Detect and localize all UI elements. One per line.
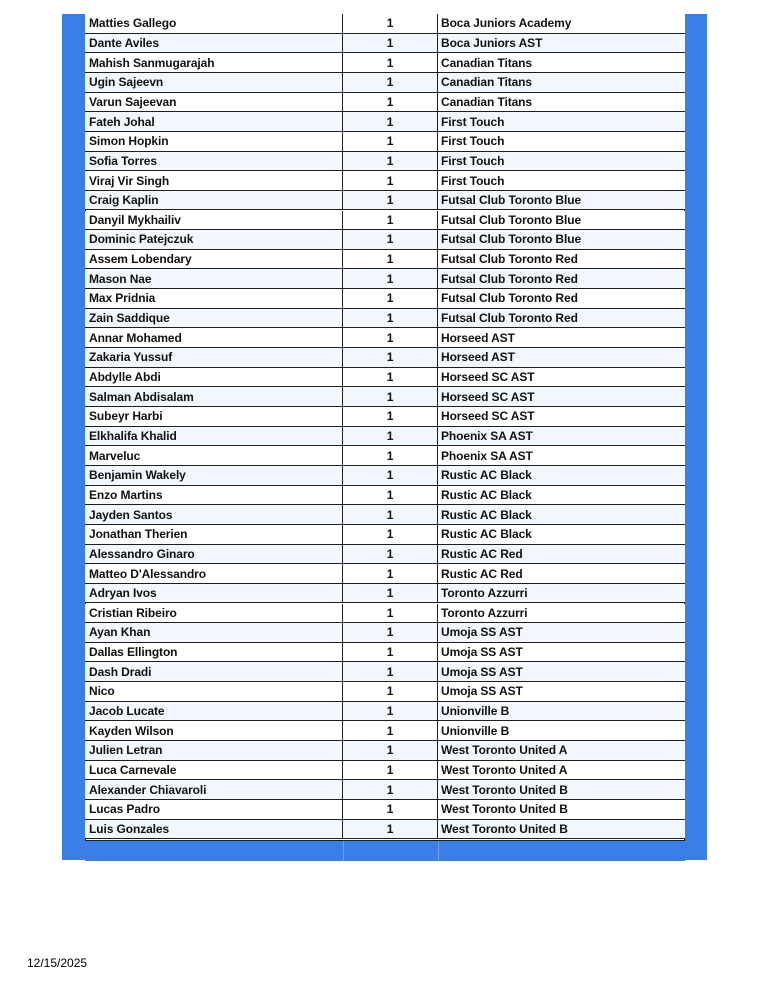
count-cell: 1 xyxy=(343,53,438,72)
count-cell: 1 xyxy=(343,584,438,603)
print-date: 12/15/2025 xyxy=(27,956,88,970)
player-name-cell: Marveluc xyxy=(85,446,343,465)
table-row xyxy=(85,93,685,113)
count-cell: 1 xyxy=(343,34,438,53)
column-divider xyxy=(438,841,439,861)
table-row xyxy=(85,761,685,781)
count-cell: 1 xyxy=(343,486,438,505)
player-name-cell: Dallas Ellington xyxy=(85,643,343,662)
table-row xyxy=(85,604,685,624)
team-cell: Toronto Azzurri xyxy=(441,586,528,601)
player-name-cell: Matteo D'Alessandro xyxy=(85,564,343,583)
table-row xyxy=(85,211,685,231)
team-cell: Canadian Titans xyxy=(441,75,532,90)
player-name-cell: Viraj Vir Singh xyxy=(85,171,343,190)
team-cell: Canadian Titans xyxy=(441,94,532,109)
team-cell: First Touch xyxy=(441,153,505,168)
player-name-cell: Salman Abdisalam xyxy=(85,387,343,406)
player-name-cell: Alessandro Ginaro xyxy=(85,545,343,564)
table-row xyxy=(85,682,685,702)
team-cell: Umoja SS AST xyxy=(441,645,523,660)
team-cell: Toronto Azzurri xyxy=(441,605,528,620)
count-cell: 1 xyxy=(343,289,438,308)
table-row xyxy=(85,446,685,466)
count-cell: 1 xyxy=(343,466,438,485)
count-cell: 1 xyxy=(343,505,438,524)
count-cell: 1 xyxy=(343,643,438,662)
table-row xyxy=(85,486,685,506)
table-row xyxy=(85,132,685,152)
count-cell: 1 xyxy=(343,407,438,426)
team-cell: Horseed SC AST xyxy=(441,370,535,384)
count-cell: 1 xyxy=(343,741,438,760)
player-name-cell: Enzo Martins xyxy=(85,486,343,505)
table-row xyxy=(85,250,685,270)
player-name-cell: Assem Lobendary xyxy=(85,250,343,269)
team-cell: Horseed AST xyxy=(441,350,515,365)
table-row xyxy=(85,800,685,820)
count-cell: 1 xyxy=(343,623,438,642)
player-name-cell: Luis Gonzales xyxy=(85,820,343,839)
team-cell: Phoenix SA AST xyxy=(441,428,533,443)
team-cell: Canadian Titans xyxy=(441,55,532,70)
player-name-cell: Nico xyxy=(85,682,343,701)
team-cell: West Toronto United B xyxy=(441,802,568,817)
team-cell: Futsal Club Toronto Blue xyxy=(441,232,582,247)
count-cell: 1 xyxy=(343,152,438,171)
player-name-cell: Varun Sajeevan xyxy=(85,93,343,112)
count-cell: 1 xyxy=(343,14,438,33)
player-name-cell: Alexander Chiavaroli xyxy=(85,780,343,799)
count-cell: 1 xyxy=(343,73,438,92)
table-row xyxy=(85,545,685,565)
count-cell: 1 xyxy=(343,368,438,387)
player-name-cell: Jacob Lucate xyxy=(85,702,343,721)
player-name-cell: Craig Kaplin xyxy=(85,191,343,210)
count-cell: 1 xyxy=(343,191,438,210)
count-cell: 1 xyxy=(343,525,438,544)
count-cell: 1 xyxy=(343,820,438,839)
table-row xyxy=(85,466,685,486)
player-name-cell: Benjamin Wakely xyxy=(85,466,343,485)
team-cell: First Touch xyxy=(441,114,505,129)
count-cell: 1 xyxy=(343,702,438,721)
player-name-cell: Ugin Sajeevn xyxy=(85,73,343,92)
team-cell: Phoenix SA AST xyxy=(441,448,533,463)
player-name-cell: Jonathan Therien xyxy=(85,525,343,544)
table-row xyxy=(85,34,685,54)
table-row xyxy=(85,289,685,309)
team-cell: First Touch xyxy=(441,134,505,149)
count-cell: 1 xyxy=(343,800,438,819)
team-cell: Rustic AC Black xyxy=(441,507,532,522)
team-cell: Horseed SC AST xyxy=(441,389,535,404)
count-cell: 1 xyxy=(343,93,438,112)
team-cell: Unionville B xyxy=(441,723,510,738)
table-row xyxy=(85,662,685,682)
player-name-cell: Dante Aviles xyxy=(85,34,343,53)
team-cell: Horseed SC AST xyxy=(441,409,535,424)
team-cell: Umoja SS AST xyxy=(441,625,523,640)
table-row xyxy=(85,230,685,250)
team-cell: Boca Juniors Academy xyxy=(441,16,572,31)
team-cell: West Toronto United B xyxy=(441,782,568,797)
team-cell: Futsal Club Toronto Red xyxy=(441,311,578,326)
team-cell: Futsal Club Toronto Blue xyxy=(441,193,582,208)
table-row xyxy=(85,368,685,388)
count-cell: 1 xyxy=(343,171,438,190)
team-cell: West Toronto United B xyxy=(441,821,568,836)
table-row xyxy=(85,348,685,368)
count-cell: 1 xyxy=(343,309,438,328)
count-cell: 1 xyxy=(343,761,438,780)
player-name-cell: Ayan Khan xyxy=(85,623,343,642)
count-cell: 1 xyxy=(343,328,438,347)
team-cell: West Toronto United A xyxy=(441,763,568,777)
count-cell: 1 xyxy=(343,387,438,406)
player-name-cell: Jayden Santos xyxy=(85,505,343,524)
table-row xyxy=(85,721,685,741)
player-name-cell: Subeyr Harbi xyxy=(85,407,343,426)
table-row xyxy=(85,309,685,329)
count-cell: 1 xyxy=(343,780,438,799)
table-row xyxy=(85,112,685,132)
team-cell: Umoja SS AST xyxy=(441,664,523,679)
count-cell: 1 xyxy=(343,230,438,249)
count-cell: 1 xyxy=(343,211,438,230)
player-name-cell: Annar Mohamed xyxy=(85,328,343,347)
player-name-cell: Simon Hopkin xyxy=(85,132,343,151)
player-name-cell: Lucas Padro xyxy=(85,800,343,819)
player-name-cell: Mahish Sanmugarajah xyxy=(85,53,343,72)
team-cell: Rustic AC Red xyxy=(441,566,523,581)
player-name-cell: Julien Letran xyxy=(85,741,343,760)
spreadsheet-page xyxy=(62,14,707,860)
player-name-cell: Zakaria Yussuf xyxy=(85,348,343,367)
player-name-cell: Abdylle Abdi xyxy=(85,368,343,387)
table-row xyxy=(85,780,685,800)
count-cell: 1 xyxy=(343,348,438,367)
player-name-cell: Elkhalifa Khalid xyxy=(85,427,343,446)
team-cell: Futsal Club Toronto Red xyxy=(441,271,578,286)
table-row xyxy=(85,623,685,643)
count-cell: 1 xyxy=(343,250,438,269)
table-row xyxy=(85,741,685,761)
player-name-cell: Mason Nae xyxy=(85,269,343,288)
table-row xyxy=(85,525,685,545)
table-row xyxy=(85,407,685,427)
team-cell: West Toronto United A xyxy=(441,743,568,758)
count-cell: 1 xyxy=(343,427,438,446)
table-row xyxy=(85,505,685,525)
team-cell: Unionville B xyxy=(441,704,510,719)
player-name-cell: Dash Dradi xyxy=(85,662,343,681)
player-name-cell: Danyil Mykhailiv xyxy=(85,211,343,230)
team-cell: Rustic AC Black xyxy=(441,527,532,542)
team-cell: Futsal Club Toronto Red xyxy=(441,291,578,306)
table-row xyxy=(85,387,685,407)
table-row xyxy=(85,14,685,34)
column-divider xyxy=(343,841,344,861)
count-cell: 1 xyxy=(343,446,438,465)
table-row xyxy=(85,820,685,840)
team-cell: Futsal Club Toronto Red xyxy=(441,252,578,267)
count-cell: 1 xyxy=(343,682,438,701)
player-name-cell: Sofia Torres xyxy=(85,152,343,171)
table-row xyxy=(85,171,685,191)
player-name-cell: Adryan Ivos xyxy=(85,584,343,603)
table-row xyxy=(85,191,685,211)
player-name-cell: Zain Saddique xyxy=(85,309,343,328)
team-cell: Horseed AST xyxy=(441,330,515,345)
team-cell: Rustic AC Black xyxy=(441,468,532,483)
count-cell: 1 xyxy=(343,545,438,564)
count-cell: 1 xyxy=(343,132,438,151)
player-name-cell: Kayden Wilson xyxy=(85,721,343,740)
player-name-cell: Dominic Patejczuk xyxy=(85,230,343,249)
table-row xyxy=(85,53,685,73)
team-cell: Futsal Club Toronto Blue xyxy=(441,212,582,227)
table-row xyxy=(85,427,685,447)
count-cell: 1 xyxy=(343,604,438,623)
table-row xyxy=(85,643,685,663)
table-row xyxy=(85,584,685,604)
count-cell: 1 xyxy=(343,112,438,131)
player-table xyxy=(85,14,685,840)
player-name-cell: Cristian Ribeiro xyxy=(85,604,343,623)
table-row xyxy=(85,152,685,172)
player-name-cell: Luca Carnevale xyxy=(85,761,343,780)
count-cell: 1 xyxy=(343,564,438,583)
team-cell: Boca Juniors AST xyxy=(441,35,543,50)
team-cell: First Touch xyxy=(441,173,505,188)
table-footer-band xyxy=(85,840,685,861)
table-row xyxy=(85,564,685,584)
table-row xyxy=(85,269,685,289)
count-cell: 1 xyxy=(343,662,438,681)
count-cell: 1 xyxy=(343,269,438,288)
team-cell: Umoja SS AST xyxy=(441,684,523,699)
table-row xyxy=(85,328,685,348)
count-cell: 1 xyxy=(343,721,438,740)
table-row xyxy=(85,73,685,93)
team-cell: Rustic AC Red xyxy=(441,546,523,561)
table-row xyxy=(85,702,685,722)
player-name-cell: Fateh Johal xyxy=(85,112,343,131)
player-name-cell: Matties Gallego xyxy=(85,14,343,33)
player-name-cell: Max Pridnia xyxy=(85,289,343,308)
team-cell: Rustic AC Black xyxy=(441,487,532,502)
